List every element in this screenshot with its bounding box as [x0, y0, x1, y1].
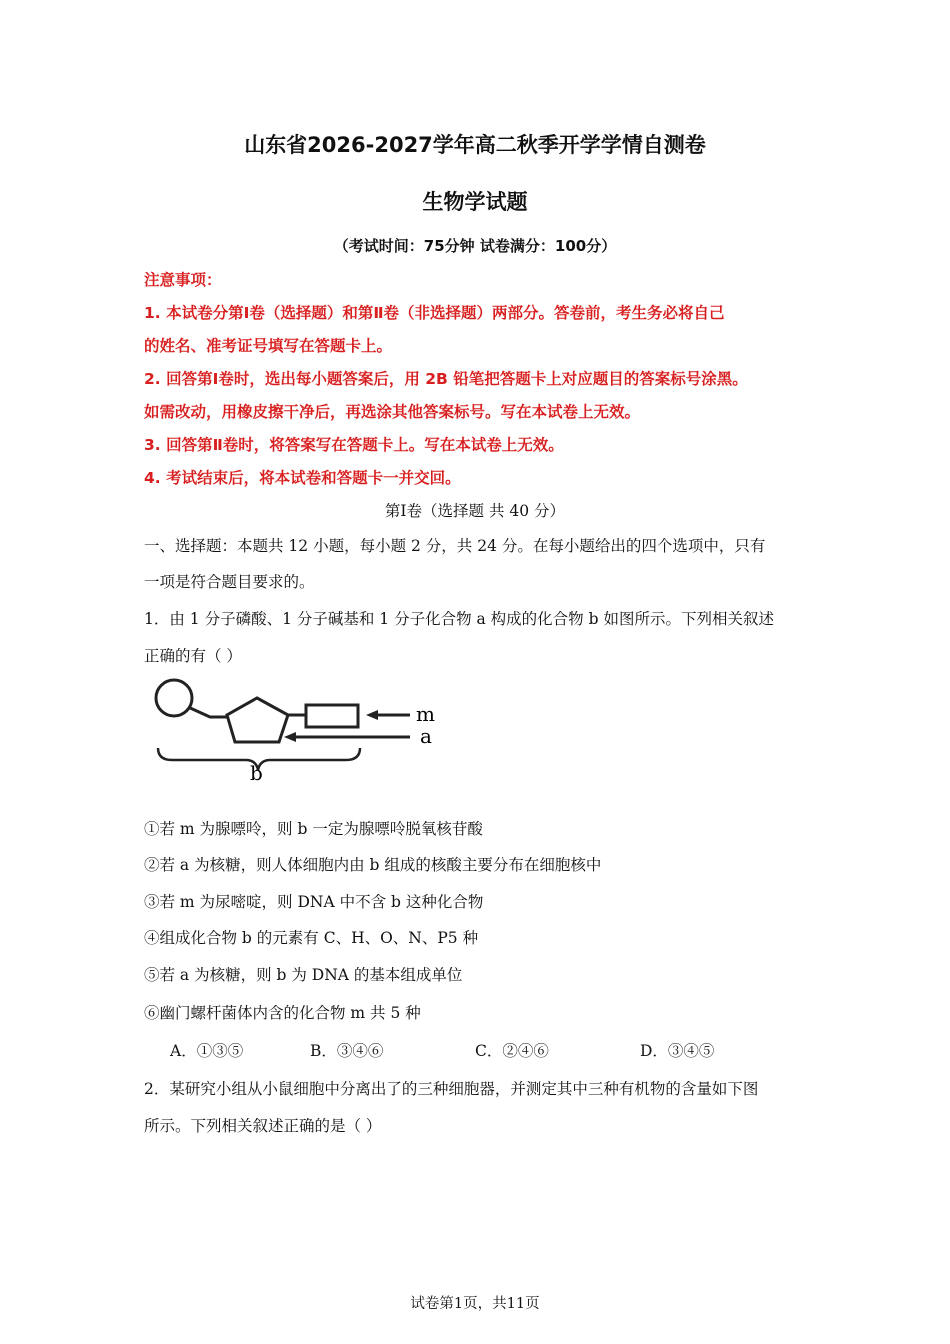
statement: ③若 m 为尿嘧啶，则 DNA 中不含 b 这种化合物 — [144, 893, 484, 911]
notice-line: 1. 本试卷分第Ⅰ卷（选择题）和第Ⅱ卷（非选择题）两部分。答卷前，考生务必将自己 — [144, 304, 725, 322]
option-a: A．①③⑤ — [170, 1042, 244, 1060]
exam-title: 山东省2026-2027学年高二秋季开学学情自测卷 — [244, 133, 706, 157]
exam-info: （考试时间：75分钟 试卷满分：100分） — [333, 237, 617, 255]
statement: ⑤若 a 为核糖，则 b 为 DNA 的基本组成单位 — [144, 966, 463, 984]
option-b: B．③④⑥ — [310, 1042, 384, 1060]
label-m: m — [416, 702, 435, 726]
notice-line: 2. 回答第Ⅰ卷时，选出每小题答案后，用 2B 铅笔把答题卡上对应题目的答案标号涂黑。 — [144, 370, 748, 388]
section-intro: 一、选择题：本题共 12 小题，每小题 2 分，共 24 分。在每小题给出的四个选项中，只有 — [144, 537, 766, 555]
nucleotide-figure — [148, 676, 448, 788]
pentose-pentagon — [227, 698, 288, 742]
phosphate-circle — [156, 680, 192, 716]
notice-line: 如需改动，用橡皮擦干净后，再选涂其他答案标号。写在本试卷上无效。 — [144, 403, 641, 421]
question-1-stem: 1．由 1 分子磷酸、1 分子碱基和 1 分子化合物 a 构成的化合物 b 如图所示。下列相关叙述 — [144, 610, 774, 628]
notice-line: 的姓名、准考证号填写在答题卡上。 — [144, 337, 393, 355]
question-2-stem: 所示。下列相关叙述正确的是（ ） — [144, 1117, 382, 1135]
notice-line: 3. 回答第Ⅱ卷时，将答案写在答题卡上。写在本试卷上无效。 — [144, 436, 564, 454]
label-a: a — [420, 724, 432, 748]
notice-line: 4. 考试结束后，将本试卷和答题卡一并交回。 — [144, 469, 461, 487]
statement: ①若 m 为腺嘌呤，则 b 一定为腺嘌呤脱氧核苷酸 — [144, 820, 483, 838]
base-rectangle — [306, 705, 358, 727]
question-1-stem: 正确的有（ ） — [144, 647, 242, 665]
section-intro: 一项是符合题目要求的。 — [144, 573, 315, 591]
option-d: D．③④⑤ — [640, 1042, 715, 1060]
statement: ④组成化合物 b 的元素有 C、H、O、N、P5 种 — [144, 929, 479, 947]
statement: ②若 a 为核糖，则人体细胞内由 b 组成的核酸主要分布在细胞核中 — [144, 856, 602, 874]
label-b: b — [250, 761, 263, 785]
question-2-stem: 2．某研究小组从小鼠细胞中分离出了的三种细胞器，并测定其中三种有机物的含量如下图 — [144, 1080, 759, 1098]
page-footer: 试卷第1页，共11页 — [410, 1296, 540, 1312]
option-c: C．②④⑥ — [475, 1042, 549, 1060]
subject-title: 生物学试题 — [422, 190, 528, 214]
statement: ⑥幽门螺杆菌体内含的化合物 m 共 5 种 — [144, 1004, 421, 1022]
notice-heading: 注意事项： — [144, 271, 222, 289]
section-title: 第Ⅰ卷（选择题 共 40 分） — [384, 502, 566, 520]
